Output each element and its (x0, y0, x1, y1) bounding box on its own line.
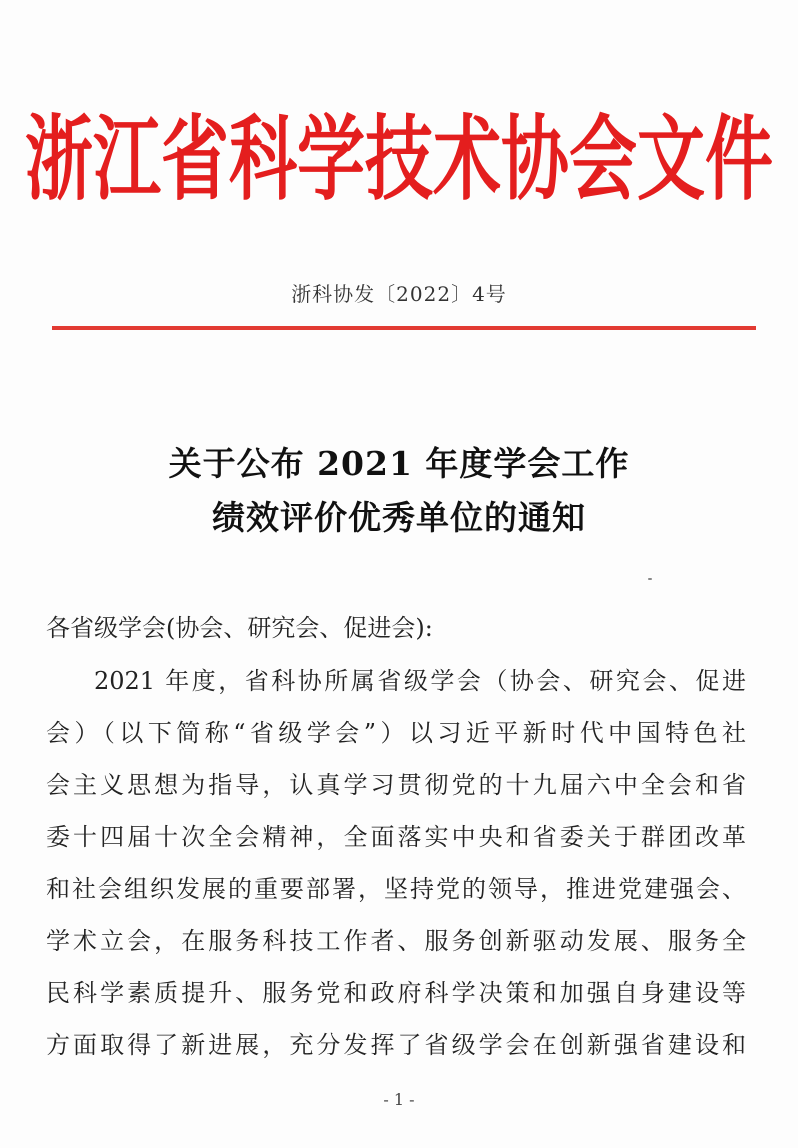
red-divider-line (52, 326, 756, 330)
notice-title-line-1: 关于公布 2021 年度学会工作 (168, 444, 630, 483)
body-line: 会主义思想为指导，认真学习贯彻党的十九届六中全会和省 (46, 771, 746, 799)
salutation: 各省级学会(协会、研究会、促进会): (46, 614, 433, 642)
masthead-title: 浙江省科学技术协会文件 (24, 106, 773, 214)
body-line: 会）（以下简称“省级学会”）以习近平新时代中国特色社 (46, 719, 746, 747)
body-line: 和社会组织发展的重要部署，坚持党的领导，推进党建强会、 (46, 875, 746, 903)
scan-speck (648, 578, 652, 580)
document-number: 浙科协发〔2022〕4号 (291, 282, 507, 306)
body-line: 方面取得了新进展，充分发挥了省级学会在创新强省建设和 (46, 1031, 746, 1059)
body-line: 委十四届十次全会精神，全面落实中央和省委关于群团改革 (46, 823, 746, 851)
body-line: 民科学素质提升、服务党和政府科学决策和加强自身建设等 (46, 979, 746, 1007)
page-number: - 1 - (383, 1090, 415, 1109)
body-line: 学术立会，在服务科技工作者、服务创新驱动发展、服务全 (46, 927, 746, 955)
notice-title-line-2: 绩效评价优秀单位的通知 (212, 498, 586, 537)
body-line: 2021 年度，省科协所属省级学会（协会、研究会、促进 (94, 667, 746, 695)
